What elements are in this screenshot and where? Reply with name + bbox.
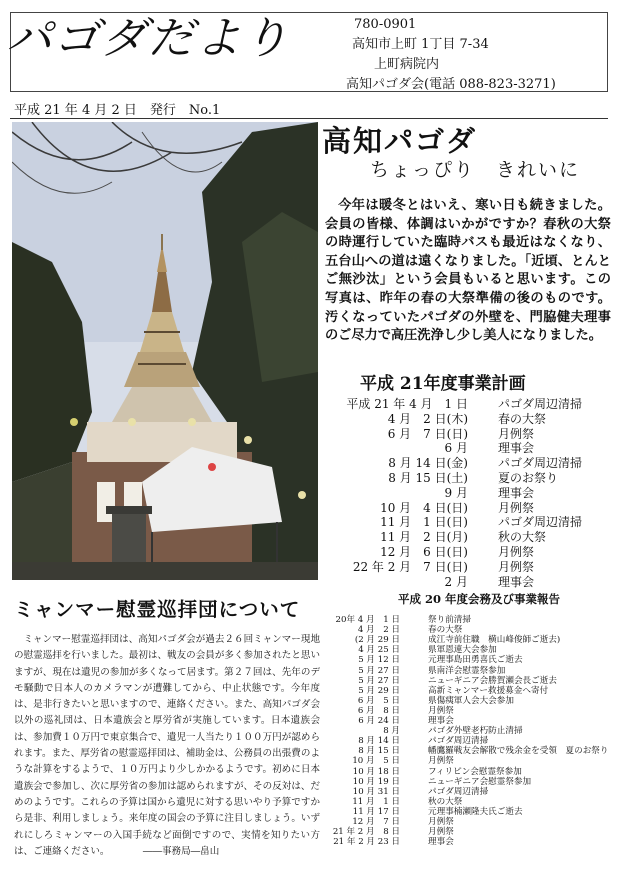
plan-event: パゴダ周辺清掃: [498, 456, 583, 471]
report-event: 月例祭: [428, 705, 454, 716]
myanmar-body: ミャンマー慰霊巡拝団は、高知パゴダ会が過去２６回ミャンマー現地の慰霊巡拝を行いました。最初は、戦友の会員が多く参加されたと思いますが、現在は遺児の参加が多くなって居ます。第２７回は、先年のデモ騒動で日本人のカメラマンが遭難してから、中止状態です。今年度は、是非行きたいと思いますので、連絡ください。また、高知パゴダ会以外の巡礼団は、日本遺族会と厚労省が実施しています。日本遺族会は、参加費１０万円で東京集合で、遺児一人当たり１００万円が認められます。また、厚労省の慰霊巡拝団は、補助金は、公務員の出張費のような計算をするようで、１０万円より少しかかるようです。初めに日本遺族会で参加し、次に厚労省の参加は認められますが、その反対は、だめのようです。これらの予算は国から遺児に対する思いやり予算ですから是非、利用しましょう。来年度の国会の予算に注目しましょう。いずれにしろミャンマーの入国手続など面倒ですので、実情を知りたい方は、ご連絡ください。 ――事務局―畠山: [14, 634, 320, 857]
plan-date: 12 月 6 日(日): [380, 545, 468, 559]
myanmar-title: ミャンマー慰霊巡拝団について: [14, 598, 301, 621]
plan-event: 月例祭: [498, 500, 535, 515]
report-event: 春の大祭: [428, 625, 463, 636]
report-event: 元理事島田勇喜氏ご逝去: [428, 655, 523, 666]
plan-event: 理事会: [498, 574, 535, 589]
plan-title: 平成 21年度事業計画: [360, 374, 526, 394]
issue-divider: [10, 118, 608, 119]
report-date: 8 月 14 日: [358, 736, 400, 747]
plan-event: 月例祭: [498, 426, 535, 441]
newsletter-title: パゴダだより: [6, 13, 290, 64]
report-event: 高新ミャンマー救援募金へ寄付: [428, 685, 549, 696]
report-date: 5 月 12 日: [358, 655, 400, 666]
feature-subhead: ちょっぴり きれいに: [370, 159, 581, 181]
feature-headline: 高知パゴダ: [322, 124, 478, 158]
report-date: 20年 4 月 1 日: [335, 615, 400, 625]
report-event: フィリピン会慰霊祭参加: [428, 766, 522, 777]
plan-event: パゴダ周辺清掃: [498, 397, 583, 411]
report-date: 4 月 25 日: [358, 645, 400, 656]
plan-date: 9 月: [444, 485, 468, 500]
report-event: ニューギニア会慰霊祭参加: [428, 776, 532, 787]
plan-date: 11 月 2 日(月): [380, 530, 468, 545]
building: 上町病院内: [374, 57, 440, 72]
report-event: 月例祭: [428, 817, 454, 827]
plan-event: 理事会: [498, 441, 535, 456]
report-event: 元理事楠瀬隆夫氏ご逝去: [428, 806, 523, 817]
report-event: 理事会: [428, 716, 454, 726]
plan-event: 春の大祭: [498, 411, 547, 426]
report-date: 10 月 31 日: [352, 786, 400, 797]
report-event: 県南洋会慰霊祭参加: [428, 665, 506, 676]
report-event: パゴダ周辺清掃: [428, 786, 489, 797]
report-event: 県軍恩連大会参加: [428, 645, 497, 656]
report-date: 10 月 19 日: [352, 776, 400, 787]
report-event: 幡鷹羅戦友会解散で残余金を受領 夏のお祭り: [428, 746, 609, 757]
issue-line: 平成 21 年 4 月 2 日 発行 No.1: [14, 103, 221, 118]
pagoda-photo-illustration: [12, 122, 318, 580]
report-event: 月例祭: [428, 827, 454, 838]
report-event: ニューギニア会勝賀瀬会長ご逝去: [428, 675, 557, 686]
plan-event: 月例祭: [498, 559, 535, 574]
report-date: (2 月 29 日: [354, 635, 400, 646]
report-date: 6 月 5 日: [357, 695, 400, 706]
plan-date: 4 月 2 日(木): [387, 411, 468, 426]
plan-date: 8 月 15 日(土): [388, 471, 468, 485]
plan-event: 月例祭: [498, 545, 535, 559]
postal-code: 780-0901: [354, 17, 417, 32]
plan-date: 平成 21 年 4 月 1 日: [346, 397, 468, 411]
report-event: 秋の大祭: [428, 796, 463, 807]
plan-date: 10 月 4 日(日): [380, 500, 468, 515]
report-date: 5 月 27 日: [358, 665, 400, 676]
plan-date: 22 年 2 月 7 日(日): [352, 559, 468, 574]
report-event: 祭り前清掃: [428, 615, 471, 625]
plan-event: 理事会: [498, 485, 535, 500]
plan-event: パゴダ周辺清掃: [498, 515, 583, 530]
report-event: 理事会: [428, 837, 454, 848]
plan-date: 6 月 7 日(日): [387, 426, 468, 441]
report-date: 5 月 27 日: [358, 675, 400, 686]
report-event: パゴダ周辺清掃: [428, 736, 489, 747]
pagoda-photo: [12, 122, 318, 580]
report-date: 11 月 17 日: [352, 806, 400, 817]
report-date: 10 月 18 日: [352, 766, 400, 777]
organization-phone: 高知パゴダ会(電話 088-823-3271): [346, 77, 556, 92]
report-date: 6 月 8 日: [357, 705, 400, 716]
report-date: 8 月 15 日: [358, 746, 400, 757]
report-date: 11 月 1 日: [352, 796, 400, 807]
report-date: 21 年 2 月 23 日: [333, 837, 400, 848]
report-event: 県傷痍軍人会大会参加: [428, 695, 514, 706]
plan-date: 2 月: [444, 574, 468, 589]
report-date: 10 月 5 日: [352, 756, 400, 767]
plan-date: 11 月 1 日(日): [380, 515, 468, 530]
plan-date: 8 月 14 日(金): [388, 456, 468, 471]
report-event: 成江寺前住職 横山峰俊師ご逝去): [428, 635, 561, 646]
report-date: 5 月 29 日: [358, 685, 400, 696]
report-date: 12 月 7 日: [352, 817, 400, 827]
plan-event: 秋の大祭: [498, 530, 547, 545]
report-date: 21 年 2 月 8 日: [332, 827, 400, 838]
report-event: パゴダ外壁老朽防止清掃: [428, 726, 523, 737]
report-date: 4 月 2 日: [357, 625, 400, 636]
feature-body: 今年は暖冬とはいえ、寒い日も続きました。会員の皆様、体調はいかがですか？春秋の大祭の時運行していた臨時バスも最近はなくなり、五台山への道は遠くなりました。「近頃、とんとご無沙汰」という会員もいると思います。この写真は、昨年の春の大祭準備の後のものです。汚くなっていたパゴダの外壁を、門脇健夫理事のご尽力で高圧洗浄し少し美人になりました。: [325, 198, 611, 344]
address: 高知市上町 1丁目 7-34: [352, 37, 489, 52]
report-date: 6 月 24 日: [358, 716, 400, 726]
report-event: 月例祭: [428, 756, 454, 767]
report-title: 平成 20 年度会務及び事業報告: [398, 592, 561, 606]
plan-event: 夏のお祭り: [498, 471, 559, 485]
report-date: 8 月: [383, 726, 400, 737]
plan-date: 6 月: [444, 441, 468, 456]
